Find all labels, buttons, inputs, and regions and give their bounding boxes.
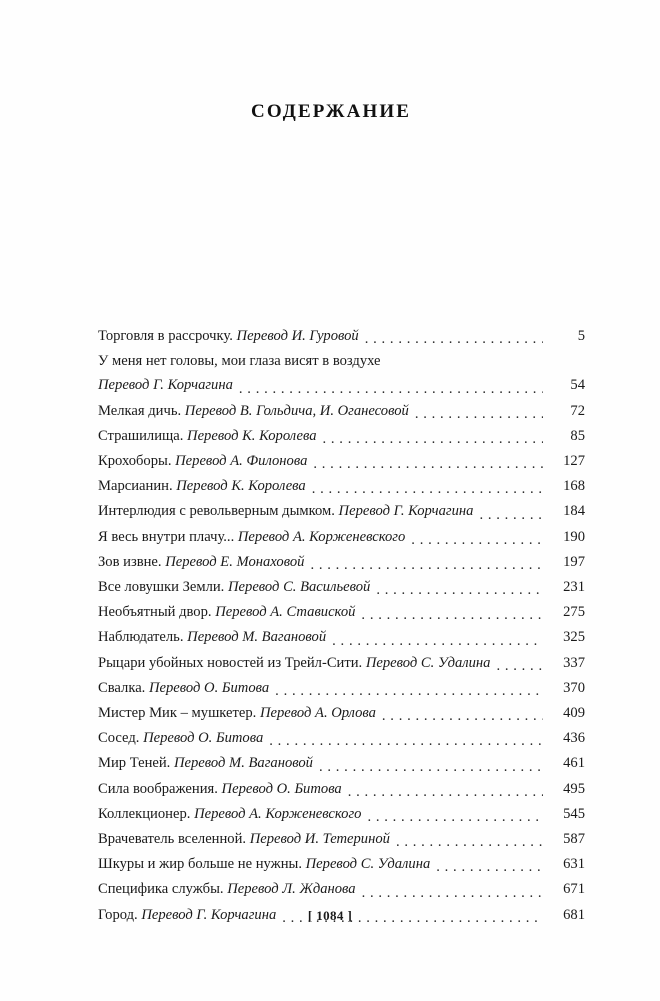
toc-entry-page-number: 671: [563, 881, 585, 898]
toc-entry-line: [98, 777, 585, 801]
toc-entry-text: [98, 827, 396, 851]
toc-entry-page-number: 190: [563, 528, 585, 545]
dot-leader: [362, 885, 543, 902]
toc-entry-text: [98, 651, 496, 675]
toc-entry-page-number: 587: [563, 831, 585, 848]
toc-entry-text: [98, 424, 323, 448]
toc-entry-title: Сила воображения.: [98, 780, 218, 797]
toc-entry-line: [98, 827, 585, 851]
toc-entry[interactable]: [98, 802, 585, 826]
dot-leader: [348, 784, 543, 801]
toc-entry-translator: Перевод Л. Жданова: [227, 881, 356, 898]
toc-entry-title: Торговля в рассрочку.: [98, 328, 233, 344]
dot-leader: [496, 658, 543, 675]
dot-leader: [479, 507, 543, 524]
toc-entry-text: [98, 751, 319, 775]
toc-entry-text: [98, 499, 479, 523]
toc-entry-text: [98, 324, 365, 348]
toc-entry-page-number: 54: [570, 377, 585, 394]
toc-entry-translator: Перевод А. Филонова: [175, 453, 308, 470]
toc-entry-line: [98, 625, 585, 649]
toc-entry-page-number: 85: [570, 427, 585, 444]
dot-leader: [332, 633, 543, 650]
toc-entry-line: [98, 877, 585, 901]
toc-entry[interactable]: [98, 751, 585, 775]
toc-entry-text: [98, 525, 411, 549]
toc-entry-line: [98, 651, 585, 675]
toc-entry-line: [98, 600, 585, 624]
toc-entry-page-number: 168: [563, 478, 585, 495]
toc-entry[interactable]: [98, 877, 585, 901]
toc-entry-translator: Перевод А. Орлова: [259, 705, 376, 722]
page-folio: [ 1084 ]: [307, 908, 353, 923]
dot-leader: [396, 834, 543, 851]
toc-entry-line: [98, 474, 585, 498]
toc-entry[interactable]: [98, 474, 585, 498]
toc-entry-page-number: 495: [563, 780, 585, 797]
dot-leader: [367, 809, 543, 826]
toc-entry-page-number: 5: [577, 328, 585, 344]
toc-entry-line: [98, 802, 585, 826]
toc-entry-title: Мир Теней.: [98, 755, 171, 772]
toc-entry-page-number: 436: [563, 730, 585, 747]
toc-entry-line: [98, 525, 585, 549]
toc-entry-line: [98, 701, 585, 725]
toc-entry-translator: Перевод А. Корженевского: [194, 805, 362, 822]
toc-entry-title: Город.: [98, 906, 138, 923]
toc-entry-page-number: 545: [563, 805, 585, 822]
toc-entry-text: [98, 777, 348, 801]
dot-leader: [312, 481, 543, 498]
toc-entry-title: Специфика службы.: [98, 881, 224, 898]
toc-entry-text: [98, 726, 269, 750]
toc-entry[interactable]: [98, 676, 585, 700]
toc-entry-line: [98, 449, 585, 473]
toc-entry[interactable]: [98, 324, 585, 348]
toc-entry[interactable]: [98, 525, 585, 549]
toc-entry-title: Врачеватель вселенной.: [98, 831, 247, 848]
toc-entry[interactable]: [98, 550, 585, 574]
toc-entry-text: [98, 600, 361, 624]
toc-entry[interactable]: [98, 726, 585, 750]
toc-entry-translator: Перевод К. Королева: [187, 427, 317, 444]
toc-entry[interactable]: [98, 575, 585, 599]
toc-entry[interactable]: [98, 651, 585, 675]
toc-entry-title: Коллекционер.: [98, 805, 191, 822]
toc-entry-page-number: 681: [563, 906, 585, 923]
toc-entry-page-number: 275: [563, 604, 585, 621]
toc-entry-title: Интерлюдия с револьверным дымком.: [98, 503, 335, 520]
dot-leader: [319, 759, 543, 776]
toc-entry[interactable]: [98, 852, 585, 876]
dot-leader: [382, 708, 543, 725]
toc-entry-text: [98, 625, 332, 649]
toc-entry[interactable]: [98, 625, 585, 649]
toc-entry-page-number: 184: [563, 503, 585, 520]
toc-entry[interactable]: [98, 600, 585, 624]
toc-entry-page-number: 370: [563, 679, 585, 696]
toc-entry-page-number: 127: [563, 453, 585, 470]
toc-entry-page-number: 325: [563, 629, 585, 646]
toc-entry-translator: Перевод А. Ставиской: [215, 604, 356, 621]
toc-entry[interactable]: [98, 777, 585, 801]
toc-entry-line: [98, 726, 585, 750]
toc-entry-text: [98, 802, 367, 826]
toc-entry-line: [98, 575, 585, 599]
toc-entry[interactable]: [98, 424, 585, 448]
toc-entry-page-number: 461: [563, 755, 585, 772]
dot-leader: [239, 381, 543, 398]
toc-entry-translator: Перевод И. Гуровой: [236, 328, 359, 344]
toc-entry[interactable]: [98, 349, 585, 397]
toc-entry-line: [98, 852, 585, 876]
toc-entry[interactable]: [98, 449, 585, 473]
page-title: СОДЕРЖАНИЕ: [251, 101, 412, 122]
toc-entry-text: [98, 676, 275, 700]
dot-leader: [275, 683, 543, 700]
toc-entry-text: [98, 399, 415, 423]
toc-entry-title: Шкуры и жир больше не нужны.: [98, 856, 302, 873]
toc-entry-page-number: 337: [563, 654, 585, 671]
dot-leader: [361, 607, 543, 624]
toc-entry-translator: Перевод К. Королева: [176, 478, 306, 495]
dot-leader: [436, 859, 543, 876]
toc-entry-translator: Перевод С. Васильевой: [228, 579, 371, 596]
dot-leader: [415, 406, 543, 423]
toc-entry-translator: Перевод И. Тетериной: [249, 831, 390, 848]
toc-entry-page-number: 231: [563, 579, 585, 596]
dot-leader: [269, 733, 543, 750]
toc-entry-line: [98, 399, 585, 423]
toc-entry-translator: Перевод М. Вагановой: [173, 755, 313, 772]
toc-entry-title: Мелкая дичь.: [98, 402, 182, 419]
toc-entry-title: Рыцари убойных новостей из Трейл-Сити.: [98, 654, 363, 671]
toc-entry-title: Сосед.: [98, 730, 140, 747]
toc-entry-translator: Перевод Г. Корчагина: [141, 906, 277, 923]
toc-entry-translator: Перевод О. Битова: [143, 730, 264, 747]
toc-entry-translator: Перевод С. Удалина: [305, 856, 431, 873]
toc-entry-title: Необъятный двор.: [98, 604, 212, 621]
toc-entry-line: [98, 751, 585, 775]
toc-entry[interactable]: [98, 399, 585, 423]
toc-entry-page-number: 631: [563, 856, 585, 873]
toc-entry-text: [98, 474, 312, 498]
toc-entry[interactable]: [98, 701, 585, 725]
toc-entry-text: [98, 852, 436, 876]
toc-entry-title: Я весь внутри плачу...: [98, 528, 235, 545]
toc-entry-title: Марсианин.: [98, 478, 173, 495]
toc-entry-title: У меня нет головы, мои глаза висят в воздухе: [98, 353, 381, 370]
toc-entry[interactable]: [98, 499, 585, 523]
toc-entry-line: [98, 424, 585, 448]
table-of-contents: [98, 324, 585, 928]
toc-entry-translator: Перевод М. Вагановой: [187, 629, 327, 646]
toc-entry-translator: Перевод В. Гольдича, И. Оганесовой: [184, 402, 409, 419]
toc-entry-title: Зов извне.: [98, 553, 162, 570]
toc-entry-continuation-line: [98, 373, 585, 397]
toc-entry-translator: Перевод Е. Монаховой: [165, 553, 305, 570]
toc-entry-translator: Перевод С. Удалина: [365, 654, 491, 671]
toc-entry-text: [98, 877, 362, 901]
toc-entry-title: Страшилища.: [98, 427, 184, 444]
toc-entry-line: [98, 499, 585, 523]
toc-entry-translator: Перевод О. Битова: [221, 780, 342, 797]
dot-leader: [365, 331, 543, 348]
dot-leader: [313, 456, 543, 473]
toc-entry-title: Свалка.: [98, 679, 146, 696]
dot-leader: [323, 431, 544, 448]
toc-entry-title: Наблюдатель.: [98, 629, 184, 646]
toc-entry-text: [98, 449, 313, 473]
toc-entry-translator: Перевод А. Корженевского: [237, 528, 406, 545]
toc-entry-translator: Перевод О. Битова: [148, 679, 270, 696]
toc-entry-title: Все ловушки Земли.: [98, 579, 225, 596]
toc-entry-title-line: [98, 349, 585, 373]
toc-entry-page-number: 197: [563, 553, 585, 570]
toc-entry-page-number: 72: [570, 402, 585, 419]
toc-entry-line: [98, 324, 585, 348]
toc-entry-translator: Перевод Г. Корчагина: [338, 503, 474, 520]
toc-entry-translator: Перевод Г. Корчагина: [98, 377, 233, 394]
toc-entry-text: [98, 550, 310, 574]
toc-entry-title: Крохоборы.: [98, 453, 172, 470]
dot-leader: [411, 532, 543, 549]
toc-entry-text: [98, 701, 382, 725]
dot-leader: [310, 557, 543, 574]
dot-leader: [376, 582, 543, 599]
toc-entry-page-number: 409: [563, 705, 585, 722]
toc-entry-title: Мистер Мик – мушкетер.: [98, 705, 257, 722]
toc-entry[interactable]: [98, 827, 585, 851]
toc-entry-text: [98, 575, 376, 599]
toc-entry-line: [98, 550, 585, 574]
toc-entry-line: [98, 676, 585, 700]
